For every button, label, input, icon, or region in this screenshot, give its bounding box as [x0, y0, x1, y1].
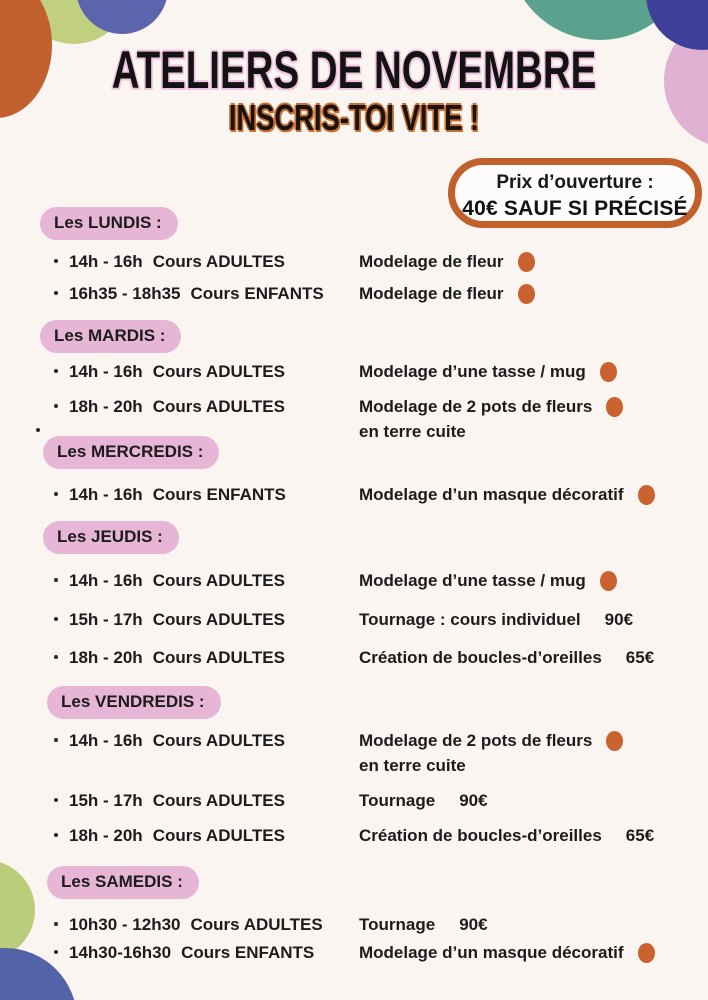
course-label: Cours ADULTES — [152, 791, 285, 810]
time-range: 18h - 20h — [69, 397, 143, 416]
bullet-icon — [54, 492, 58, 496]
schedule-row — [40, 731, 708, 775]
schedule-row — [40, 252, 708, 272]
bullet-icon — [54, 617, 58, 621]
course-label: Cours ADULTES — [152, 252, 285, 271]
activity-line — [359, 731, 708, 751]
time-course-cell — [54, 915, 359, 934]
time-course-cell — [54, 252, 359, 272]
orange-dot-icon — [518, 284, 535, 304]
activity-line — [359, 648, 708, 667]
time-range: 15h - 17h — [69, 610, 143, 629]
activity-label: Modelage de fleur — [359, 252, 504, 271]
price-label: 90€ — [459, 915, 488, 934]
activity-label: Tournage : cours individuel — [359, 610, 581, 629]
time-course-cell — [54, 610, 359, 629]
activity-line-2: en terre cuite — [359, 756, 466, 775]
schedule-row — [40, 610, 708, 629]
activity-cell — [359, 610, 708, 629]
activity-line — [359, 610, 708, 629]
course-label: Cours ADULTES — [152, 648, 285, 667]
bullet-icon — [54, 798, 58, 802]
activity-line — [359, 826, 708, 845]
time-course-cell — [54, 362, 359, 382]
course-label: Cours ENFANTS — [181, 943, 315, 962]
activity-cell — [359, 485, 708, 505]
schedule-row — [40, 648, 708, 667]
time-range: 18h - 20h — [69, 826, 143, 845]
orange-dot-icon — [600, 571, 617, 591]
bullet-icon — [54, 369, 58, 373]
activity-label: Modelage d’une tasse / mug — [359, 571, 586, 590]
time-range: 14h - 16h — [69, 571, 143, 590]
time-range: 14h - 16h — [69, 485, 143, 504]
activity-line — [359, 571, 708, 591]
orange-dot-icon — [606, 731, 623, 751]
activity-line — [359, 284, 708, 304]
activity-label: Modelage d’un masque décoratif — [359, 485, 624, 504]
course-label: Cours ENFANTS — [152, 485, 286, 504]
time-course-cell — [54, 826, 359, 845]
time-course-cell — [54, 731, 359, 775]
day-label-pill: Les JEUDIS : — [43, 521, 179, 554]
stray-bullet-icon — [36, 428, 40, 432]
course-label: Cours ENFANTS — [190, 284, 324, 303]
schedule-row — [40, 362, 708, 382]
time-range: 10h30 - 12h30 — [69, 915, 181, 934]
time-course-cell — [54, 648, 359, 667]
activity-cell — [359, 943, 708, 963]
time-range: 18h - 20h — [69, 648, 143, 667]
schedule-row — [40, 826, 708, 845]
time-course-cell — [54, 943, 359, 963]
schedule-row — [40, 943, 708, 963]
section-samedis — [40, 866, 708, 972]
activity-label: Création de boucles-d’oreilles — [359, 648, 602, 667]
activity-label: Modelage de 2 pots de fleurs — [359, 397, 593, 416]
schedule-row — [40, 397, 708, 441]
schedule-row — [40, 485, 708, 505]
bullet-icon — [54, 259, 58, 263]
page-title: ATELIERS DE NOVEMBRE — [111, 40, 597, 101]
price-badge-title: Prix d’ouverture : — [496, 172, 654, 193]
activity-cell — [359, 731, 708, 775]
bullet-icon — [54, 738, 58, 742]
orange-dot-icon — [600, 362, 617, 382]
schedule-row — [40, 284, 708, 304]
activity-cell — [359, 826, 708, 845]
course-label: Cours ADULTES — [190, 915, 323, 934]
time-course-cell — [54, 397, 359, 441]
section-lundis — [40, 207, 708, 316]
activity-line — [359, 362, 708, 382]
activity-cell — [359, 362, 708, 382]
activity-line — [359, 485, 708, 505]
schedule-row — [40, 791, 708, 810]
day-label-pill: Les VENDREDIS : — [47, 686, 221, 719]
activity-label: Création de boucles-d’oreilles — [359, 826, 602, 845]
activity-line — [359, 252, 708, 272]
day-label-pill: Les LUNDIS : — [40, 207, 178, 240]
bullet-icon — [54, 655, 58, 659]
time-range: 14h - 16h — [69, 731, 143, 750]
section-mercredis — [40, 436, 708, 517]
decor-circle-lime-icon — [0, 860, 35, 960]
course-label: Cours ADULTES — [152, 731, 285, 750]
day-label-pill: Les SAMEDIS : — [47, 866, 199, 899]
header — [0, 40, 708, 138]
section-jeudis — [40, 521, 708, 686]
activity-line-2: en terre cuite — [359, 422, 466, 441]
activity-label: Tournage — [359, 915, 436, 934]
course-label: Cours ADULTES — [152, 610, 285, 629]
activity-label: Modelage d’une tasse / mug — [359, 362, 586, 381]
activity-cell — [359, 397, 708, 441]
orange-dot-icon — [638, 485, 655, 505]
bullet-icon — [54, 950, 58, 954]
page-subtitle: INSCRIS-TOI VITE ! — [228, 97, 480, 138]
activity-cell — [359, 571, 708, 591]
activity-label: Tournage — [359, 791, 436, 810]
price-label: 90€ — [459, 791, 488, 810]
course-label: Cours ADULTES — [152, 571, 285, 590]
time-range: 14h30-16h30 — [69, 943, 172, 962]
bullet-icon — [54, 291, 58, 295]
day-label-pill: Les MARDIS : — [40, 320, 181, 353]
time-course-cell — [54, 485, 359, 505]
bullet-icon — [54, 404, 58, 408]
bullet-icon — [54, 922, 58, 926]
time-range: 15h - 17h — [69, 791, 143, 810]
price-label: 90€ — [604, 610, 634, 629]
bullet-icon — [54, 833, 58, 837]
activity-label: Modelage de 2 pots de fleurs — [359, 731, 593, 750]
section-vendredis — [40, 686, 708, 861]
activity-line — [359, 397, 708, 417]
time-range: 16h35 - 18h35 — [69, 284, 181, 303]
time-course-cell — [54, 571, 359, 591]
orange-dot-icon — [518, 252, 535, 272]
activity-cell — [359, 284, 708, 304]
activity-cell — [359, 915, 708, 934]
orange-dot-icon — [606, 397, 623, 417]
activity-cell — [359, 791, 708, 810]
price-badge-value: 40€ SAUF SI PRÉCISÉ — [462, 197, 688, 220]
activity-line — [359, 915, 708, 934]
day-label-pill: Les MERCREDIS : — [43, 436, 219, 469]
time-range: 14h - 16h — [69, 252, 143, 271]
time-course-cell — [54, 284, 359, 304]
activity-cell — [359, 648, 708, 667]
course-label: Cours ADULTES — [152, 397, 285, 416]
activity-label: Modelage de fleur — [359, 284, 504, 303]
decor-circle-navy-icon — [646, 0, 708, 50]
bullet-icon — [54, 578, 58, 582]
price-label: 65€ — [625, 648, 655, 667]
activity-label: Modelage d’un masque décoratif — [359, 943, 624, 962]
activity-line — [359, 791, 708, 810]
schedule-row — [40, 915, 708, 934]
time-course-cell — [54, 791, 359, 810]
orange-dot-icon — [638, 943, 655, 963]
course-label: Cours ADULTES — [152, 826, 285, 845]
activity-cell — [359, 252, 708, 272]
time-range: 14h - 16h — [69, 362, 143, 381]
activity-line — [359, 943, 708, 963]
price-label: 65€ — [625, 826, 655, 845]
schedule-row — [40, 571, 708, 591]
course-label: Cours ADULTES — [152, 362, 285, 381]
